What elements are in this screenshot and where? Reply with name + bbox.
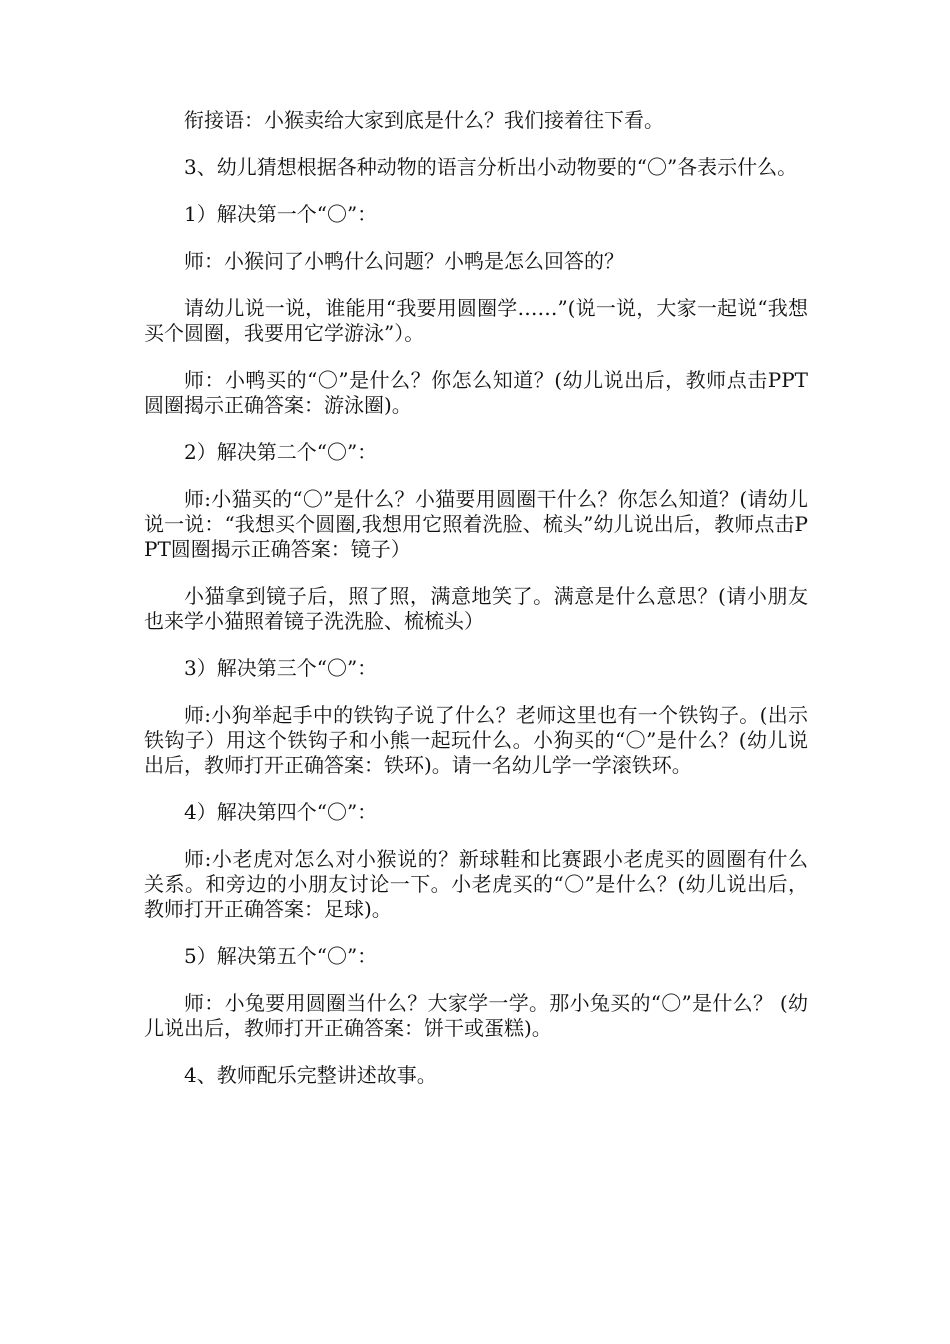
paragraph-children-say: 请幼儿说一说，谁能用“我要用圆圈学……”(说一说，大家一起说“我想买个圆圈，我要用它学游泳”）。 (144, 296, 808, 345)
paragraph-step-4: 4、教师配乐完整讲述故事。 (184, 1063, 437, 1087)
paragraph-tiger-question: 师:小老虎对怎么对小猴说的？新球鞋和比赛跟小老虎买的圆圈有什么关系。和旁边的小朋友讨论一下。小老虎买的“〇”是什么？(幼儿说出后，教师打开正确答案：足球)。 (144, 847, 808, 921)
paragraph-sub-4: 4）解决第四个“〇”： (184, 800, 378, 824)
paragraph-dog-question: 师:小狗举起手中的铁钩子说了什么？老师这里也有一个铁钩子。(出示铁钩子）用这个铁钩子和小熊一起玩什么。小狗买的“〇”是什么？(幼儿说出后，教师打开正确答案：铁环)。请一名幼儿学一学滚铁环。 (144, 703, 808, 777)
paragraph-cat-mirror: 小猫拿到镜子后，照了照，满意地笑了。满意是什么意思？(请小朋友也来学小猫照着镜子洗洗脸、梳梳头） (144, 584, 808, 633)
paragraph-step-3: 3、幼儿猜想根据各种动物的语言分析出小动物要的“〇”各表示什么。 (184, 155, 798, 179)
document-body (144, 108, 808, 1110)
paragraph-rabbit-question: 师：小兔要用圆圈当什么？大家学一学。那小兔买的“〇”是什么？ (幼儿说出后，教师打开正确答案：饼干或蛋糕)。 (144, 991, 808, 1040)
paragraph-cat-question: 师:小猫买的“〇”是什么？小猫要用圆圈干什么？你怎么知道？(请幼儿说一说：“我想买个圆圈,我想用它照着洗脸、梳头”幼儿说出后，教师点击PPT圆圈揭示正确答案：镜子） (144, 487, 808, 561)
paragraph-sub-5: 5）解决第五个“〇”： (184, 944, 378, 968)
paragraph-sub-3: 3）解决第三个“〇”： (184, 656, 378, 680)
paragraph-sub-2: 2）解决第二个“〇”： (184, 440, 378, 464)
paragraph-teacher-q1: 师：小猴问了小鸭什么问题？小鸭是怎么回答的？ (184, 249, 624, 273)
paragraph-sub-1: 1）解决第一个“〇”： (184, 202, 378, 226)
paragraph-duck-answer: 师：小鸭买的“〇”是什么？你怎么知道？(幼儿说出后，教师点击PPT圆圈揭示正确答案：游泳圈)。 (144, 368, 808, 417)
paragraph-transition: 衔接语：小猴卖给大家到底是什么？我们接着往下看。 (184, 108, 664, 132)
